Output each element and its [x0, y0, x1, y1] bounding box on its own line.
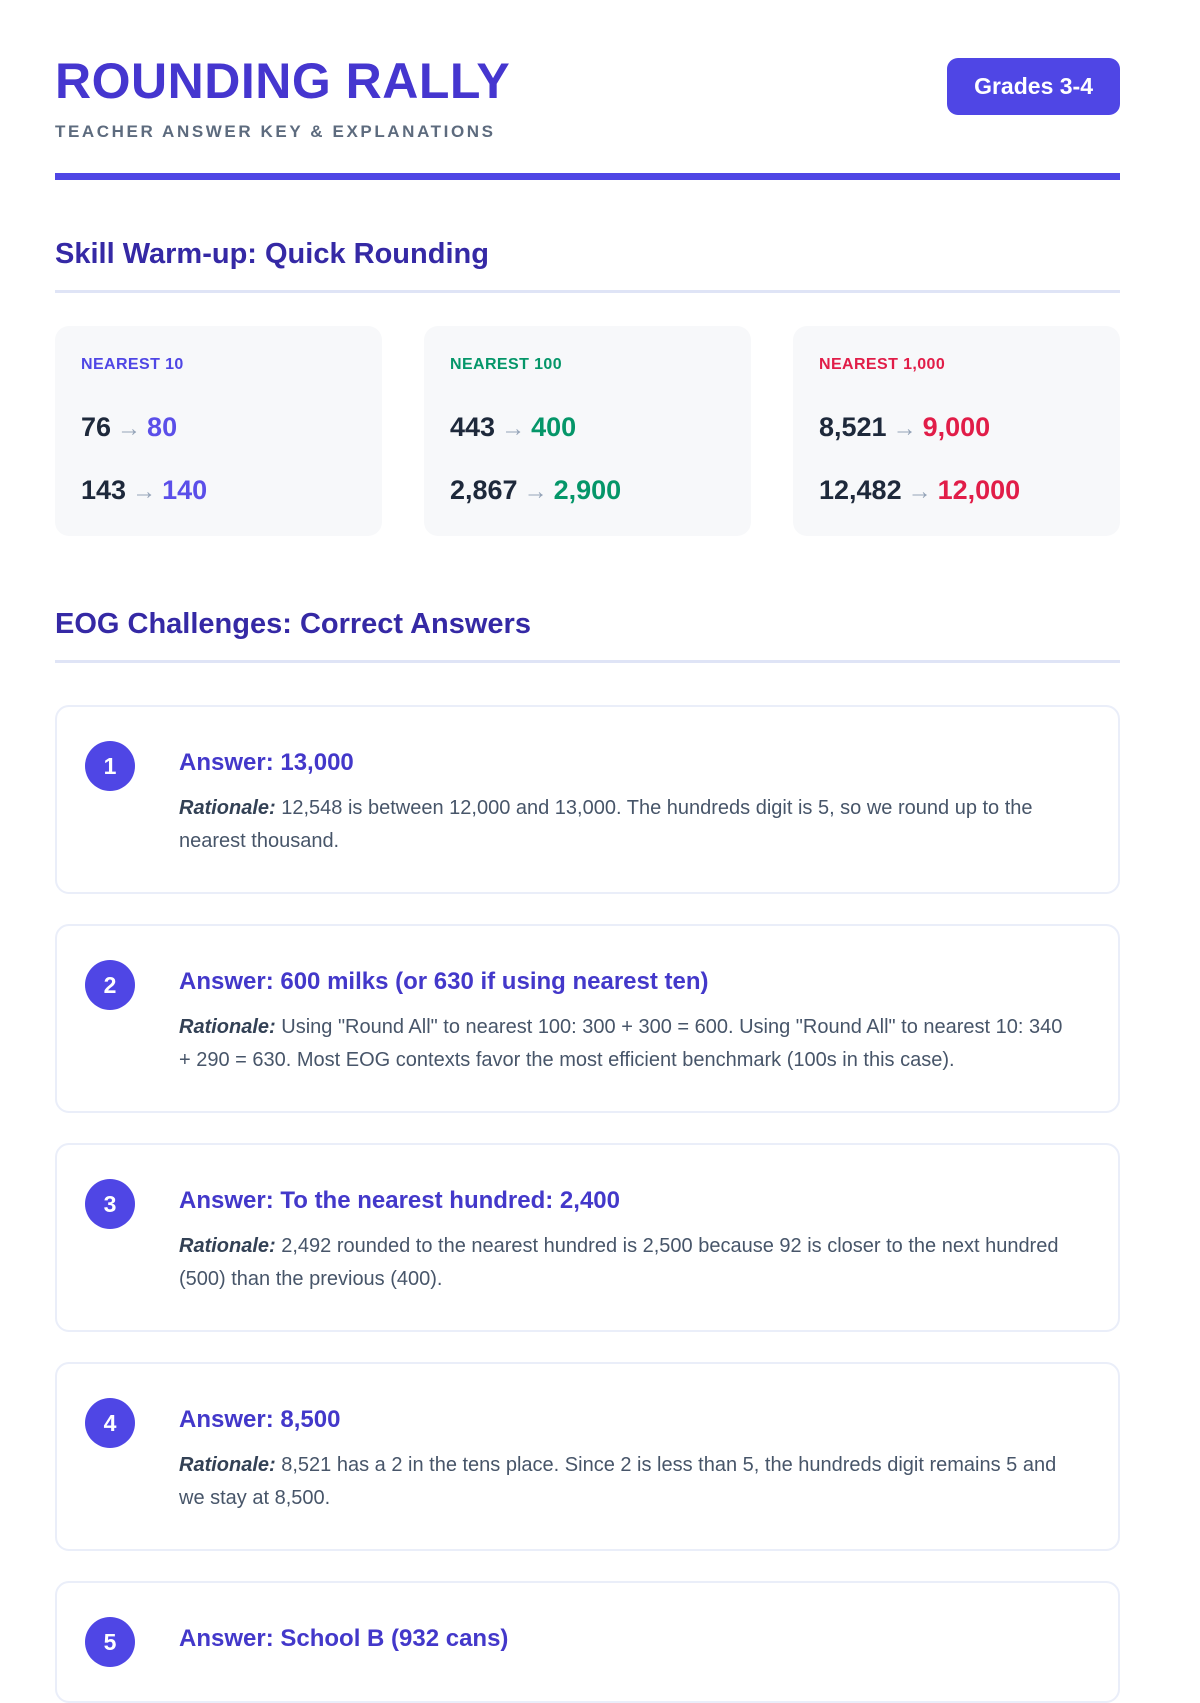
rationale-body: 2,492 rounded to the nearest hundred is 2,500 because 92 is closer to the next hundred (500) than the previous (400).: [179, 1235, 1059, 1290]
rounded-number: 12,000: [937, 475, 1021, 505]
answer-heading: Answer: To the nearest hundred: 2,400: [179, 1187, 620, 1214]
rounded-number: 80: [147, 412, 178, 442]
original-number: 76: [81, 412, 112, 442]
answer-content: [179, 1179, 1078, 1296]
question-number-badge: 3: [85, 1179, 135, 1229]
answer-card-2: [55, 924, 1120, 1113]
rounding-example-row: [450, 412, 725, 443]
rounding-example-row: [819, 475, 1094, 506]
answer-heading: Answer: 13,000: [179, 749, 354, 776]
rationale-label: Rationale:: [179, 1235, 276, 1257]
answer-card-5: [55, 1581, 1120, 1703]
warmup-card-label: NEAREST 10: [81, 356, 184, 373]
answer-card-1: [55, 705, 1120, 894]
answer-list: [55, 705, 1120, 1703]
arrow-right-icon: →: [892, 415, 917, 442]
rationale-label: Rationale:: [179, 1016, 276, 1038]
rationale-label: Rationale:: [179, 1454, 276, 1476]
arrow-right-icon: →: [132, 478, 157, 505]
warmup-card-nearest-10: [55, 326, 382, 536]
header-divider: [55, 173, 1120, 180]
warmup-card-label: NEAREST 100: [450, 356, 562, 373]
rationale-text: [179, 1011, 1078, 1077]
answer-content: [179, 1617, 508, 1653]
answer-content: [179, 1398, 1078, 1515]
question-number-badge: 1: [85, 741, 135, 791]
rounded-number: 9,000: [922, 412, 991, 442]
question-number-badge: 5: [85, 1617, 135, 1667]
arrow-right-icon: →: [117, 415, 142, 442]
answer-content: [179, 960, 1078, 1077]
challenges-heading: EOG Challenges: Correct Answers: [55, 608, 1120, 663]
arrow-right-icon: →: [523, 478, 548, 505]
answer-heading: Answer: School B (932 cans): [179, 1625, 509, 1652]
rationale-body: 8,521 has a 2 in the tens place. Since 2 is less than 5, the hundreds digit remains 5 and we stay at 8,500.: [179, 1454, 1057, 1509]
page-subtitle: TEACHER ANSWER KEY & EXPLANATIONS: [55, 122, 496, 141]
rationale-body: 12,548 is between 12,000 and 13,000. The hundreds digit is 5, so we round up to the nearest thousand.: [179, 797, 1033, 852]
warmup-card-label: NEAREST 1,000: [819, 356, 946, 373]
question-number-badge: 2: [85, 960, 135, 1010]
rounding-example-row: [81, 475, 356, 506]
rounded-number: 140: [162, 475, 208, 505]
header-title-block: [55, 53, 511, 142]
section-warmup: [55, 238, 1120, 536]
section-challenges: [55, 608, 1120, 1703]
original-number: 2,867: [450, 475, 518, 505]
page-title: ROUNDING RALLY: [55, 53, 511, 109]
warmup-card-grid: [55, 326, 1120, 536]
original-number: 8,521: [819, 412, 887, 442]
original-number: 443: [450, 412, 496, 442]
rationale-text: [179, 1230, 1078, 1296]
rationale-body: Using "Round All" to nearest 100: 300 + 300 = 600. Using "Round All" to nearest 10: 340 + 290 = 630. Most EOG contexts favor the most efficient benchmark (100s in this case).: [179, 1016, 1063, 1071]
answer-content: [179, 741, 1078, 858]
question-number-badge: 4: [85, 1398, 135, 1448]
original-number: 12,482: [819, 475, 902, 505]
warmup-heading: Skill Warm-up: Quick Rounding: [55, 238, 1120, 293]
document-page: [55, 0, 1120, 1703]
rounding-example-row: [819, 412, 1094, 443]
grade-badge: Grades 3-4: [947, 58, 1120, 115]
rounded-number: 400: [531, 412, 577, 442]
arrow-right-icon: →: [501, 415, 526, 442]
rounded-number: 2,900: [553, 475, 622, 505]
arrow-right-icon: →: [907, 478, 932, 505]
original-number: 143: [81, 475, 127, 505]
warmup-card-nearest-1000: [793, 326, 1120, 536]
rationale-text: [179, 1449, 1078, 1515]
rounding-example-row: [81, 412, 356, 443]
rationale-text: [179, 792, 1078, 858]
rounding-example-row: [450, 475, 725, 506]
rationale-label: Rationale:: [179, 797, 276, 819]
answer-card-4: [55, 1362, 1120, 1551]
warmup-card-nearest-100: [424, 326, 751, 536]
answer-card-3: [55, 1143, 1120, 1332]
answer-heading: Answer: 600 milks (or 630 if using nearest ten): [179, 968, 709, 995]
header: [55, 53, 1120, 142]
answer-heading: Answer: 8,500: [179, 1406, 341, 1433]
